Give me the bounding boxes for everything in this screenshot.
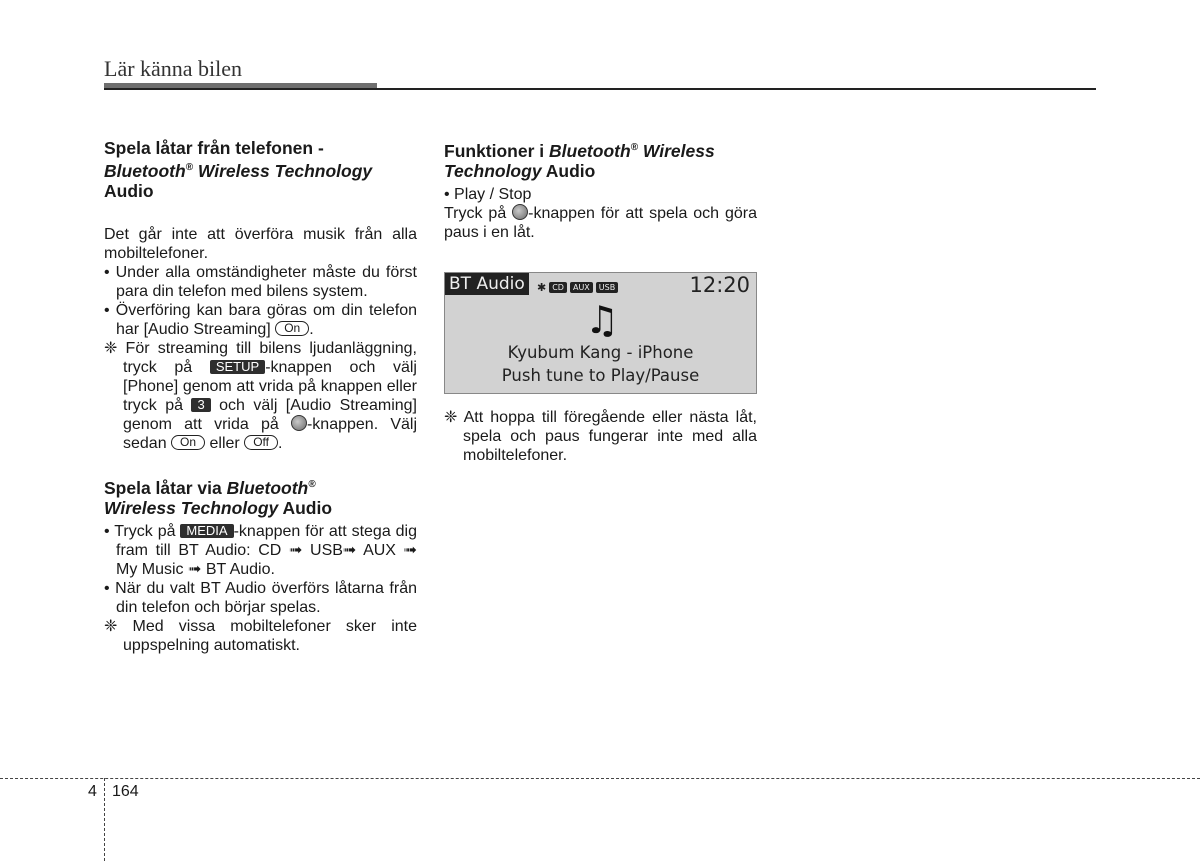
chapter-number: 4 [88, 783, 97, 800]
bullet-media-key: • Tryck på MEDIA -knappen för att stega dig fram till BT Audio: CD ➟ USB➟ AUX ➟ My Music ➟ BT Audio. [104, 522, 418, 578]
display-status-icons [537, 278, 618, 297]
left-column [104, 138, 417, 655]
media-key[interactable]: MEDIA [180, 524, 233, 538]
key-3[interactable]: 3 [191, 398, 210, 412]
section-heading-bt-functions: Funktioner i Bluetooth® Wireless Technology Audio [444, 140, 715, 181]
page-number: 164 [112, 783, 139, 800]
header-title: Lär känna bilen [104, 56, 243, 81]
note-skip-tracks: ❈ Att hoppa till föregående eller nästa låt, spela och paus fungerar inte med alla mobiltelefoner. [444, 408, 757, 464]
display-clock: 12:20 [689, 272, 750, 297]
usb-badge-icon: USB [596, 282, 618, 293]
header-rule-thin [104, 88, 1096, 90]
audio-display-screen [444, 272, 757, 394]
tune-knob-icon[interactable] [291, 415, 307, 431]
display-mode-label: BT Audio [445, 273, 529, 295]
cd-badge-icon: CD [549, 282, 567, 293]
bullet-bt-audio-playback: • När du valt BT Audio överförs låtarna från din telefon och börjar spelas. [104, 579, 417, 616]
footer-vertical-rule [104, 778, 105, 861]
off-button[interactable]: Off [244, 435, 278, 450]
on-button[interactable]: On [171, 435, 205, 450]
display-instruction: Push tune to Play/Pause [501, 365, 700, 385]
right-column [444, 138, 757, 465]
paragraph-play-pause: Tryck på -knappen för att spela och göra paus i en låt. [444, 204, 757, 241]
section-heading-play-via-bt: Spela låtar via Bluetooth® Wireless Technology Audio [104, 477, 333, 518]
note-auto-play: ❈ Med vissa mobiltelefoner sker inte uppspelning automatiskt. [104, 617, 417, 654]
section-heading-stream-phone: Spela låtar från telefonen - Bluetooth® Wireless Technology Audio [104, 138, 373, 201]
on-button[interactable]: On [275, 321, 309, 336]
bullet-pair-phone: • Under alla omständigheter måste du först para din telefon med bilens system. [104, 263, 417, 300]
paragraph-intro: Det går inte att överföra musik från alla mobiltelefoner. [104, 225, 417, 262]
bluetooth-icon: ✱ [537, 280, 547, 294]
display-device-name: Kyubum Kang - iPhone [507, 342, 694, 362]
bullet-audio-streaming: • Överföring kan bara göras om din telefon har [Audio Streaming] On . [104, 301, 417, 338]
note-streaming-setup: ❈ För streaming till bilens ljudanläggning, tryck på SETUP -knappen och välj [Phone] genom att vrida på knappen eller tryck på 3 och välj [Audio Streaming] genom att vrida på -knappen. Välj sedan On eller Off . [104, 339, 418, 452]
tune-knob-icon[interactable] [512, 204, 528, 220]
aux-badge-icon: AUX [570, 282, 593, 293]
setup-key[interactable]: SETUP [210, 360, 265, 374]
music-note-icon: ♫ [585, 297, 620, 342]
bullet-play-stop: • Play / Stop [444, 185, 532, 203]
footer-rule [0, 778, 1200, 779]
